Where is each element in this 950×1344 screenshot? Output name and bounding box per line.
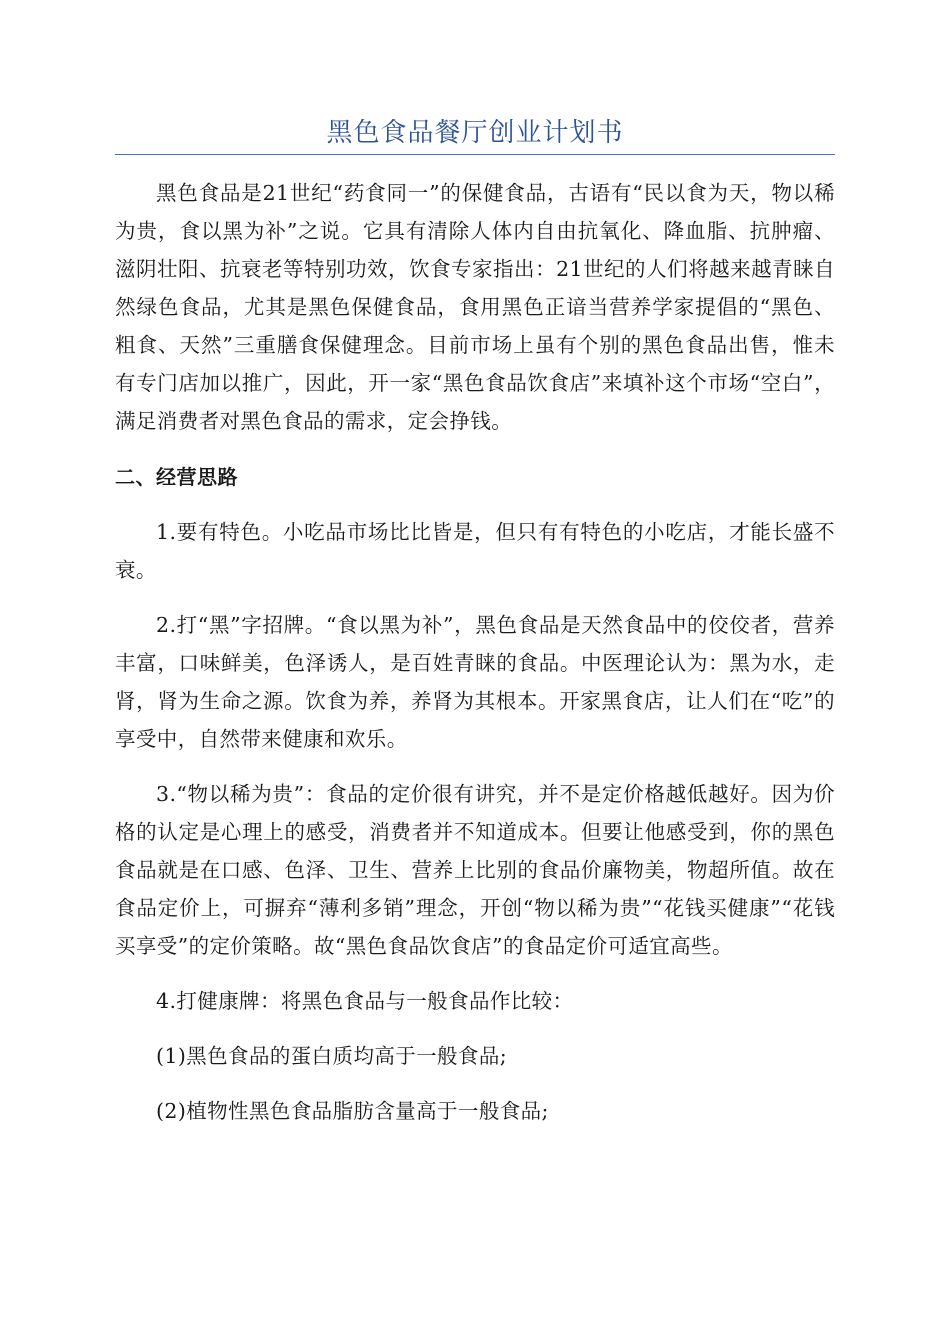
title-underline — [115, 154, 835, 155]
section-heading: 二、经营思路 — [115, 465, 238, 489]
list-item: (2)植物性黑色食品脂肪含量高于一般食品; — [156, 1099, 549, 1123]
list-item: 4.打健康牌：将黑色食品与一般食品作比较： — [156, 989, 574, 1013]
list-item: 3.“物以稀为贵”：食品的定价很有讲究，并不是定价格越低越好。因为价格的认定是心理上的感受，消费者并不知道成本。但要让他感受到，你的黑色食品就是在口感、色泽、卫生、营养上比别的食品价廉物美，物超所值。故在食品定价上，可摒弃“薄利多销”理念，开创“物以稀为贵”“花钱买健康”“花钱买享受”的定价策略。故“黑色食品饮食店”的食品定价可适宜高些。 — [115, 782, 835, 958]
list-item: 2.打“黑”字招牌。“食以黑为补”，黑色食品是天然食品中的佼佼者，营养丰富，口味鲜美，色泽诱人，是百姓青睐的食品。中医理论认为：黑为水，走肾，肾为生命之源。饮食为养，养肾为其根本。开家黑食店，让人们在“吃”的享受中，自然带来健康和欢乐。 — [115, 613, 835, 751]
document-title: 黑色食品餐厅创业计划书 — [326, 118, 624, 148]
document-body — [115, 174, 835, 1130]
list-item: (1)黑色食品的蛋白质均高于一般食品; — [156, 1044, 508, 1068]
intro-paragraph: 黑色食品是21世纪“药食同一”的保健食品，古语有“民以食为天，物以稀为贵，食以黑为补”之说。它具有清除人体内自由抗氧化、降血脂、抗肿瘤、滋阴壮阳、抗衰老等特别功效，饮食专家指出：21世纪的人们将越来越青睐自然绿色食品，尤其是黑色保健食品，食用黑色正谙当营养学家提倡的“黑色、粗食、天然”三重膳食保健理念。目前市场上虽有个别的黑色食品出售，惟未有专门店加以推广，因此，开一家“黑色食品饮食店”来填补这个市场“空白”，满足消费者对黑色食品的需求，定会挣钱。 — [115, 181, 835, 433]
list-item: 1.要有特色。小吃品市场比比皆是，但只有有特色的小吃店，才能长盛不衰。 — [115, 520, 835, 582]
